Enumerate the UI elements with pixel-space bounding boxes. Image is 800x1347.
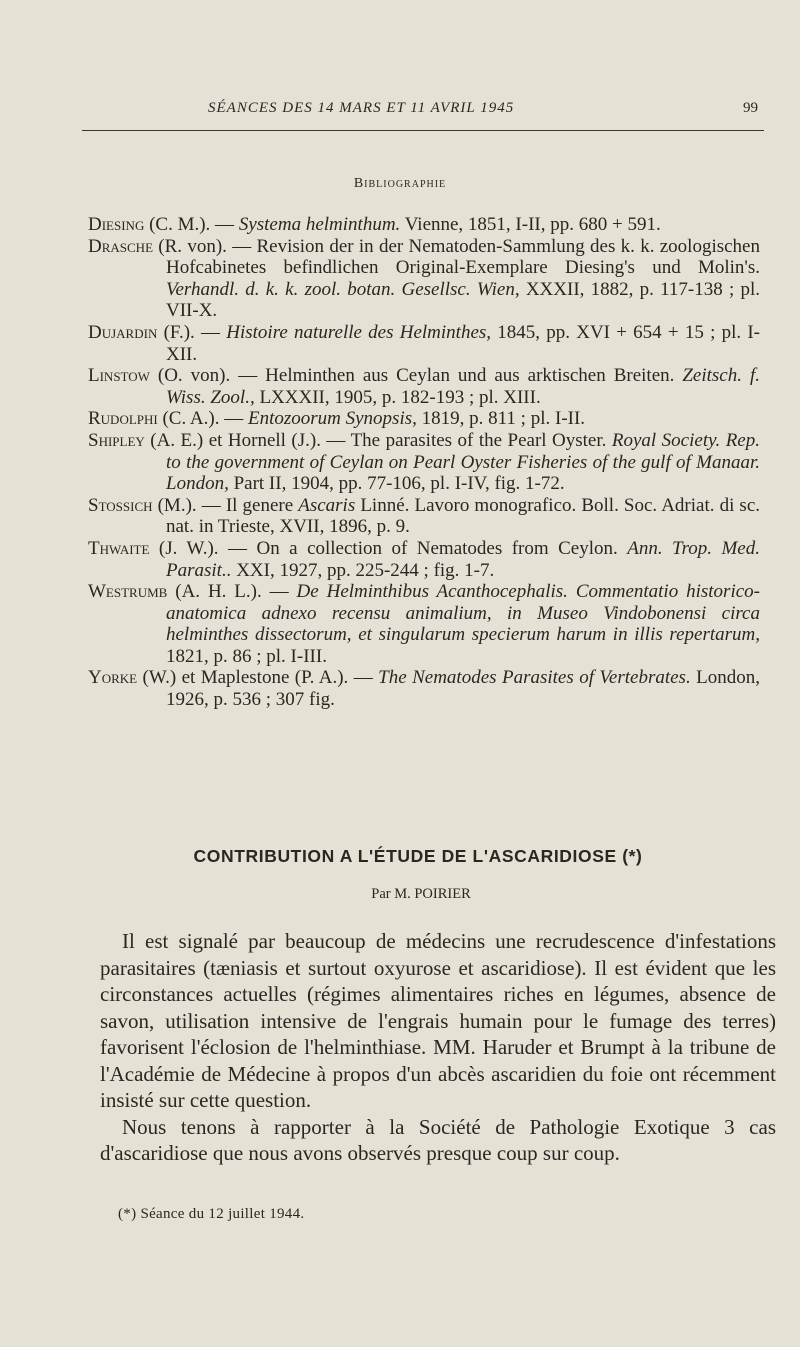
footnote: (*) Séance du 12 juillet 1944. xyxy=(118,1206,305,1222)
bibliography-entry: Stossich (M.). — Il genere Ascaris Linné. Lavoro monografico. Boll. Soc. Adriat. di sc. nat. in Trieste, XVII, 1896, p. 9. xyxy=(88,494,761,538)
bibliography-entry: Rudolphi (C. A.). — Entozoorum Synopsis, 1819, p. 811 ; pl. I-II. xyxy=(88,408,586,430)
bibliography-entry: Drasche (R. von). — Revision der in der Nematoden-Sammlung des k. k. zoologischen Hofcabinetes befindlichen Original-Exemplare Diesing's und Molin's. Verhandl. d. k. k. zool. botan. Gesellsc. Wien, XXXII, 1882, p. 117-138 ; pl. VII-X. xyxy=(88,235,761,322)
article-body xyxy=(100,928,776,1167)
entry-author: Rudolphi xyxy=(88,408,158,430)
running-head xyxy=(88,100,758,124)
bibliography-entry: Linstow (O. von). — Helminthen aus Ceylan und aus arktischen Breiten. Zeitsch. f. Wiss. Zool., LXXXII, 1905, p. 182-193 ; pl. XIII. xyxy=(88,365,760,408)
body-paragraph: Nous tenons à rapporter à la Société de Pathologie Exotique 3 cas d'ascaridiose que nous avons observés presque coup sur coup. xyxy=(100,1114,776,1165)
article-byline: Par M. POIRIER xyxy=(371,886,471,902)
bibliography-heading: Bibliographie xyxy=(353,176,447,191)
header-rule xyxy=(82,130,764,131)
bibliography-list xyxy=(88,214,760,711)
bibliography-entry: Thwaite (J. W.). — On a collection of Nematodes from Ceylon. Ann. Trop. Med. Parasit.. XXI, 1927, pp. 225-244 ; fig. 1-7. xyxy=(88,537,760,581)
entry-author: Shipley xyxy=(88,429,145,451)
entry-author: Thwaite xyxy=(88,537,150,559)
entry-author: Westrumb xyxy=(88,581,168,603)
entry-author: Yorke xyxy=(88,667,138,689)
entry-author: Drasche xyxy=(88,235,154,257)
article-title: CONTRIBUTION A L'ÉTUDE DE L'ASCARIDIOSE (*) xyxy=(193,846,643,866)
bibliography-entry: Westrumb (A. H. L.). — De Helminthibus Acanthocephalis. Commentatio historico-anatomica adnexo recensu animalium, in Museo Vindobonensi circa helminthes dissectorum, et singularum specierum harum in illis repertarum, 1821, p. 86 ; pl. I-III. xyxy=(88,581,760,667)
bibliography-entry: Yorke (W.) et Maplestone (P. A.). — The Nematodes Parasites of Vertebrates. London, 1926, p. 536 ; 307 fig. xyxy=(88,667,760,711)
bibliography-entry: Shipley (A. E.) et Hornell (J.). — The parasites of the Pearl Oyster. Royal Society. Rep. to the government of Ceylan on Pearl Oyster Fisheries of the gulf of Manaar. London, Part II, 1904, pp. 77-106, pl. I-IV, fig. 1-72. xyxy=(88,429,760,495)
bibliography-entry: Dujardin (F.). — Histoire naturelle des Helminthes, 1845, pp. XVI + 654 + 15 ; pl. I-XII. xyxy=(88,321,760,365)
entry-author: Stossich xyxy=(88,494,153,516)
body-paragraph: Il est signalé par beaucoup de médecins une recrudescence d'infestations parasitaires (tæniasis et surtout oxyurose et ascaridiose). Il est évident que les circonstances actuelles (régimes alimentaires riches en légumes, absence de savon, utilisation intensive de l'engrais humain pour le fumage des terres) favorisent l'éclosion de l'helminthiase. MM. Haruder et Brumpt à la tribune de l'Académie de Médecine à propos d'un abcès ascaridien du foie ont récemment insisté sur cette question. xyxy=(100,929,776,1112)
entry-author: Diesing xyxy=(88,214,145,235)
bibliography-entry: Diesing (C. M.). — Systema helminthum. Vienne, 1851, I-II, pp. 680 + 591. xyxy=(88,214,661,235)
entry-author: Linstow xyxy=(88,365,150,387)
entry-author: Dujardin xyxy=(88,321,158,343)
page-number: 99 xyxy=(743,100,758,116)
running-head-title: SÉANCES DES 14 MARS ET 11 AVRIL 1945 xyxy=(208,100,515,116)
